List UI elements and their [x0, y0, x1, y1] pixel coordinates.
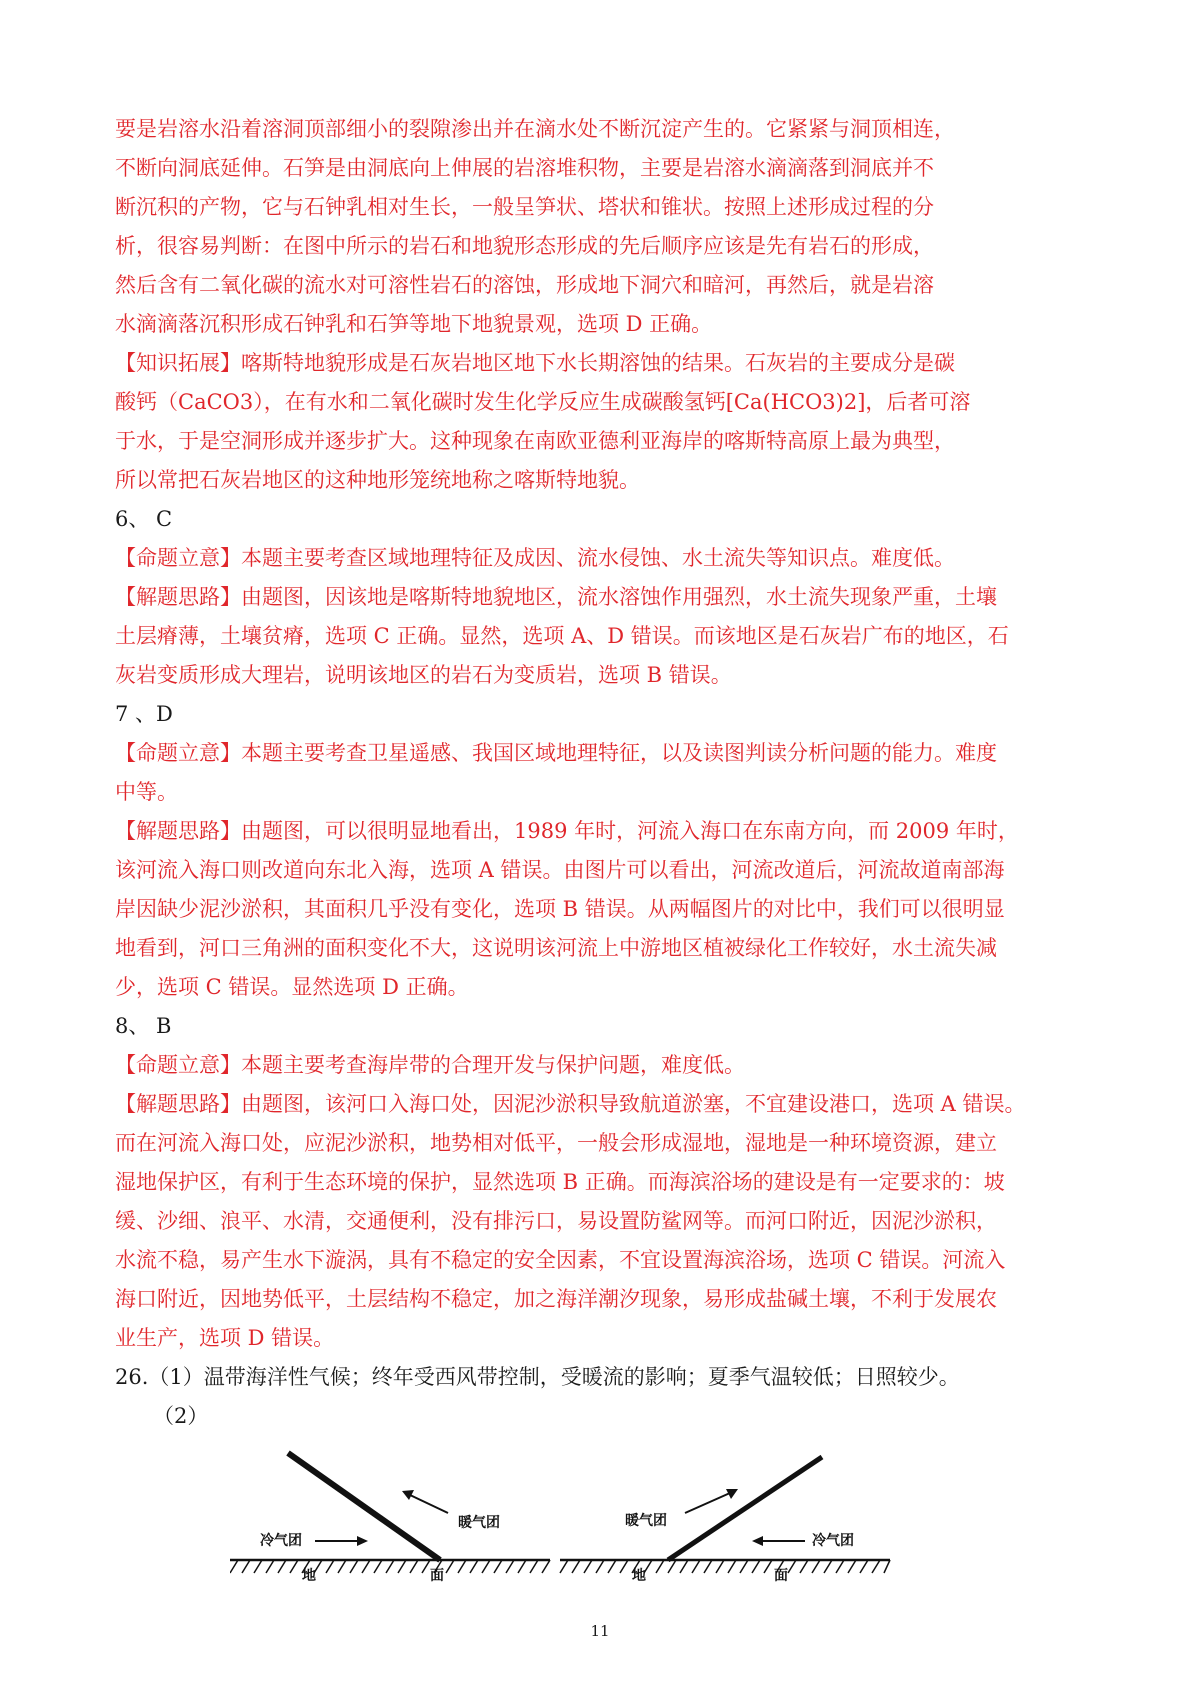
- solution-line: 【解题思路】由题图，可以很明显地看出，1989 年时，河流入海口在东南方向，而 2009 年时，: [115, 819, 1019, 843]
- question-6-answer: 6、 C: [115, 507, 173, 531]
- text-line: 于水，于是空洞形成并逐步扩大。这种现象在南欧亚德利亚海岸的喀斯特高原上最为典型，: [115, 429, 955, 453]
- solution-line: 【解题思路】由题图，因该地是喀斯特地貌地区，流水溶蚀作用强烈，水土流失现象严重，土壤: [115, 585, 997, 609]
- text-line: 缓、沙细、浪平、水清，交通便利，没有排污口，易设置防鲨网等。而河口附近，因泥沙淤积，: [115, 1209, 997, 1233]
- question-8-answer: 8、 B: [115, 1014, 172, 1038]
- cold-front-surface: [288, 1453, 440, 1560]
- text-line: 少，选项 C 错误。显然选项 D 正确。: [115, 975, 469, 999]
- warm-air-label: 暖气团: [625, 1513, 667, 1529]
- text-line: 灰岩变质形成大理岩，说明该地区的岩石为变质岩，选项 B 错误。: [115, 663, 732, 687]
- text-line: 湿地保护区，有利于生态环境的保护，显然选项 B 正确。而海滨浴场的建设是有一定要求的：坡: [115, 1170, 1005, 1194]
- text-line: 析，很容易判断：在图中所示的岩石和地貌形态形成的先后顺序应该是先有岩石的形成，: [115, 234, 934, 258]
- ground-label-right: 面: [430, 1568, 444, 1584]
- cold-front-panel: [230, 1453, 550, 1584]
- question-7-answer: 7 、D: [115, 702, 173, 726]
- text-line: 然后含有二氧化碳的流水对可溶性岩石的溶蚀，形成地下洞穴和暗河，再然后，就是岩溶: [115, 273, 934, 297]
- ground-hatch: [230, 1560, 550, 1573]
- cold-air-label: 冷气团: [812, 1533, 854, 1549]
- text-line: 不断向洞底延伸。石笋是由洞底向上伸展的岩溶堆积物，主要是岩溶水滴滴落到洞底并不: [115, 156, 934, 180]
- warm-front-surface: [668, 1457, 822, 1560]
- text-line: 要是岩溶水沿着溶洞顶部细小的裂隙渗出并在滴水处不断沉淀产生的。它紧紧与洞顶相连，: [115, 117, 955, 141]
- warm-air-label: 暖气团: [458, 1515, 500, 1531]
- ground-label-right: 面: [774, 1568, 788, 1584]
- cold-air-label: 冷气团: [260, 1533, 302, 1549]
- text-line: 水流不稳，易产生水下漩涡，具有不稳定的安全因素，不宜设置海滨浴场，选项 C 错误。河流入: [115, 1248, 1006, 1272]
- intent-line: 【命题立意】本题主要考查卫星遥感、我国区域地理特征，以及读图判读分析问题的能力。难度: [115, 741, 997, 765]
- question-26-answer-1: 26.（1）温带海洋性气候；终年受西风带控制，受暖流的影响；夏季气温较低；日照较少。: [115, 1365, 960, 1389]
- text-line: 水滴滴落沉积形成石钟乳和石笋等地下地貌景观，选项 D 正确。: [115, 312, 713, 336]
- intent-line: 【命题立意】本题主要考查区域地理特征及成因、流水侵蚀、水土流失等知识点。难度低。: [115, 546, 955, 570]
- warm-air-arrow-left: [402, 1490, 448, 1513]
- warm-front-panel: [560, 1457, 890, 1584]
- question-26-answer-2-label: （2）: [153, 1404, 209, 1428]
- text-line: 地看到，河口三角洲的面积变化不大，这说明该河流上中游地区植被绿化工作较好，水土流失减: [115, 936, 997, 960]
- ground-label-left: 地: [632, 1568, 646, 1584]
- cold-air-arrow-right: [752, 1536, 805, 1546]
- ground-hatch: [560, 1560, 890, 1573]
- front-diagram: [230, 1445, 990, 1585]
- cold-air-arrow: [315, 1536, 368, 1546]
- text-line: 海口附近，因地势低平，土层结构不稳定，加之海洋潮汐现象，易形成盐碱土壤，不利于发展农: [115, 1287, 997, 1311]
- answer-content: [115, 110, 1095, 1436]
- knowledge-extension-line: 【知识拓展】喀斯特地貌形成是石灰岩地区地下水长期溶蚀的结果。石灰岩的主要成分是碳: [115, 351, 955, 375]
- text-line: 中等。: [115, 780, 178, 804]
- text-line: 断沉积的产物，它与石钟乳相对生长，一般呈笋状、塔状和锥状。按照上述形成过程的分: [115, 195, 934, 219]
- text-line: 该河流入海口则改道向东北入海，选项 A 错误。由图片可以看出，河流改道后，河流故道南部海: [115, 858, 1005, 882]
- text-line: 所以常把石灰岩地区的这种地形笼统地称之喀斯特地貌。: [115, 468, 640, 492]
- warm-air-arrow-right: [685, 1489, 738, 1513]
- ground-label-left: 地: [302, 1568, 316, 1584]
- text-line: 酸钙（CaCO3），在有水和二氧化碳时发生化学反应生成碳酸氢钙[Ca(HCO3)2]，后者可溶: [115, 390, 971, 414]
- text-line: 土层瘠薄，土壤贫瘠，选项 C 正确。显然，选项 A、D 错误。而该地区是石灰岩广布的地区，石: [115, 624, 1009, 648]
- text-line: 岸因缺少泥沙淤积，其面积几乎没有变化，选项 B 错误。从两幅图片的对比中，我们可以很明显: [115, 897, 1005, 921]
- intent-line: 【命题立意】本题主要考查海岸带的合理开发与保护问题，难度低。: [115, 1053, 745, 1077]
- text-line: 而在河流入海口处，应泥沙淤积，地势相对低平，一般会形成湿地，湿地是一种环境资源，建立: [115, 1131, 997, 1155]
- solution-line: 【解题思路】由题图，该河口入海口处，因泥沙淤积导致航道淤塞，不宜建设港口，选项 A 错误。: [115, 1092, 1026, 1116]
- text-line: 业生产，选项 D 错误。: [115, 1326, 335, 1350]
- page-number: 11: [590, 1622, 610, 1640]
